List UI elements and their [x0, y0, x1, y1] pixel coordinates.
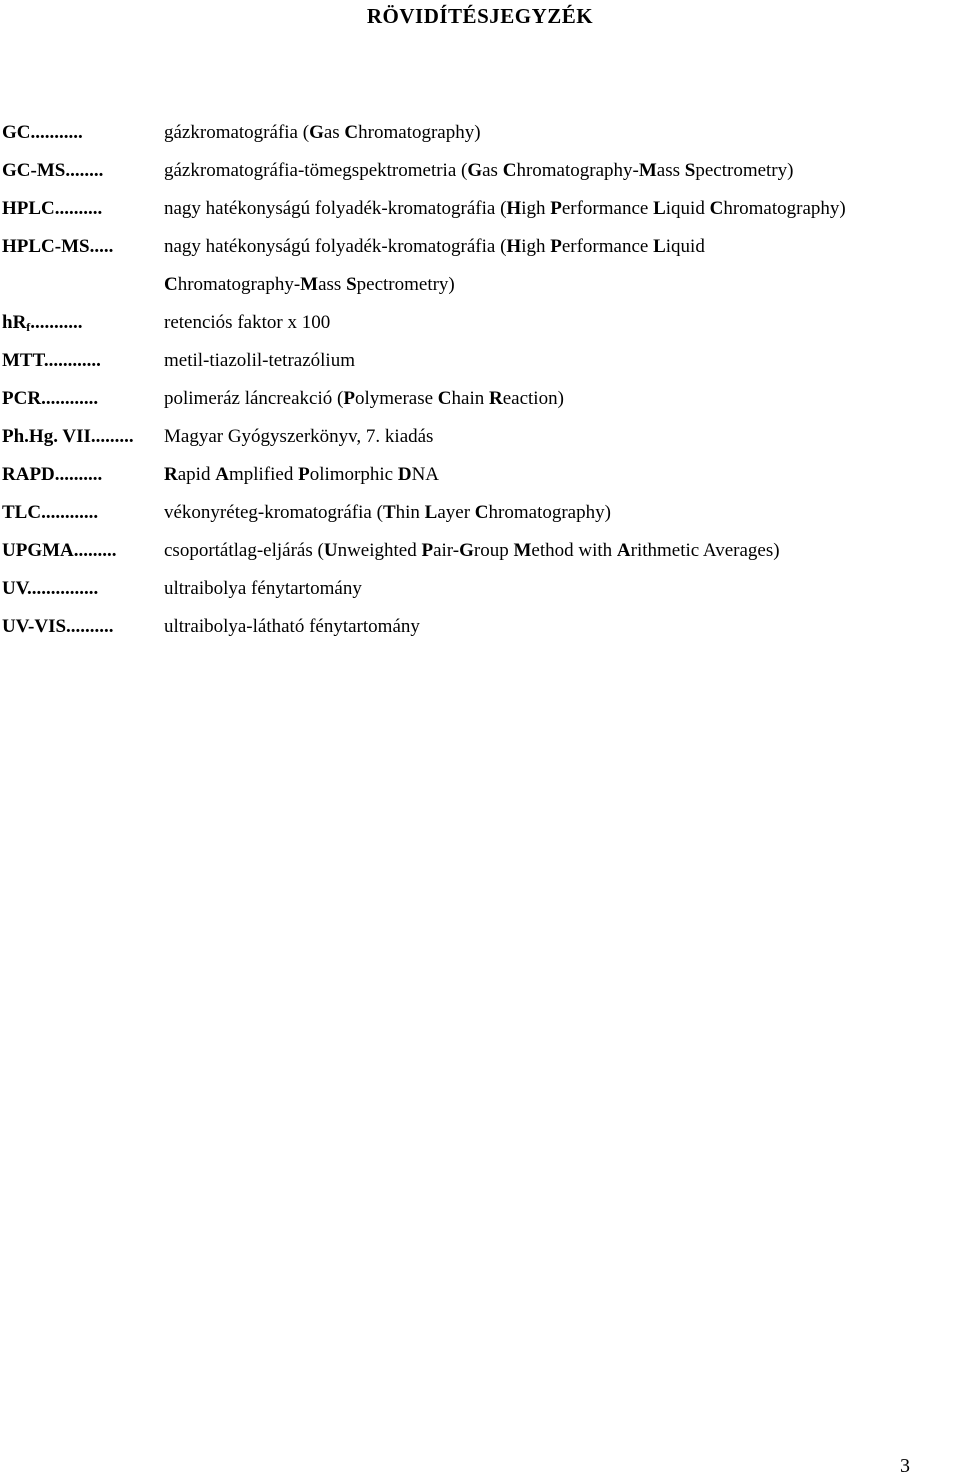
abbreviation-entry [2, 608, 952, 646]
page-number: 3 [900, 1455, 910, 1477]
abbreviation-definition: gázkromatográfia-tömegspektrometria (Gas Chromatography-Mass Spectrometry) [164, 160, 794, 181]
abbreviation-term: $hR_f$........... [2, 312, 83, 334]
abbreviation-definition: polimeráz láncreakció (Polymerase Chain Reaction) [164, 388, 564, 409]
abbreviation-definition: ultraibolya fénytartomány [164, 578, 362, 599]
abbreviation-term: UV-VIS.......... [2, 616, 114, 637]
abbreviation-definition: retenciós faktor x 100 [164, 312, 331, 333]
abbreviation-entry [2, 456, 952, 494]
abbreviation-definition: Rapid Amplified Polimorphic DNA [164, 464, 440, 485]
abbreviation-definition: Chromatography-Mass Spectrometry) [164, 274, 455, 295]
leader-dots: .......... [54, 198, 103, 219]
leader-dots: ........... [30, 312, 83, 333]
abbreviation-term: MTT............ [2, 350, 101, 371]
leader-dots: ............ [41, 388, 99, 409]
leader-dots: ......... [73, 540, 117, 561]
abbreviation-term: GC-MS........ [2, 160, 104, 181]
leader-dots: .......... [54, 464, 103, 485]
abbreviation-term: TLC............ [2, 502, 99, 523]
abbreviation-entry [2, 152, 952, 190]
leader-dots: ............ [43, 350, 101, 371]
abbreviation-definition: csoportátlag-eljárás (Unweighted Pair-Group Method with Arithmetic Averages) [164, 540, 780, 561]
abbreviation-entry [2, 228, 952, 266]
abbreviation-definition: nagy hatékonyságú folyadék-kromatográfia (High Performance Liquid [164, 236, 705, 257]
abbreviation-term: UPGMA......... [2, 540, 117, 561]
abbreviation-entry [2, 380, 952, 418]
leader-dots: ........... [30, 122, 83, 143]
abbreviation-definition: gázkromatográfia (Gas Chromatography) [164, 122, 481, 143]
abbreviation-entry [2, 532, 952, 570]
abbreviation-definition: ultraibolya-látható fénytartomány [164, 616, 420, 637]
abbreviation-definition: vékonyréteg-kromatográfia (Thin Layer Chromatography) [164, 502, 611, 523]
abbreviation-term: Ph.Hg. VII......... [2, 426, 134, 447]
abbreviation-term: HPLC-MS..... [2, 236, 114, 257]
abbreviation-definition: nagy hatékonyságú folyadék-kromatográfia (High Performance Liquid Chromatography) [164, 198, 846, 219]
abbreviation-entry [2, 418, 952, 456]
leader-dots: ............... [27, 578, 99, 599]
abbreviation-term: GC........... [2, 122, 83, 143]
abbreviation-entry [2, 342, 952, 380]
abbreviation-list [2, 114, 952, 646]
abbreviation-term: RAPD.......... [2, 464, 103, 485]
leader-dots: ........ [65, 160, 104, 181]
page-title: RÖVIDÍTÉSJEGYZÉK [366, 4, 594, 28]
leader-dots: .......... [66, 616, 114, 637]
abbreviation-entry [2, 114, 952, 152]
abbreviation-definition: metil-tiazolil-tetrazólium [164, 350, 355, 371]
abbreviation-term: HPLC.......... [2, 198, 103, 219]
abbreviation-entry [2, 190, 952, 228]
abbreviation-term: UV............... [2, 578, 99, 599]
abbreviation-term: PCR............ [2, 388, 99, 409]
abbreviation-entry [2, 494, 952, 532]
abbreviation-entry [2, 266, 952, 304]
leader-dots: ..... [89, 236, 114, 257]
leader-dots: ............ [41, 502, 99, 523]
abbreviation-entry [2, 570, 952, 608]
abbreviation-definition: Magyar Gyógyszerkönyv, 7. kiadás [164, 426, 434, 447]
leader-dots: ........ [95, 426, 134, 447]
abbreviation-entry [2, 304, 952, 342]
